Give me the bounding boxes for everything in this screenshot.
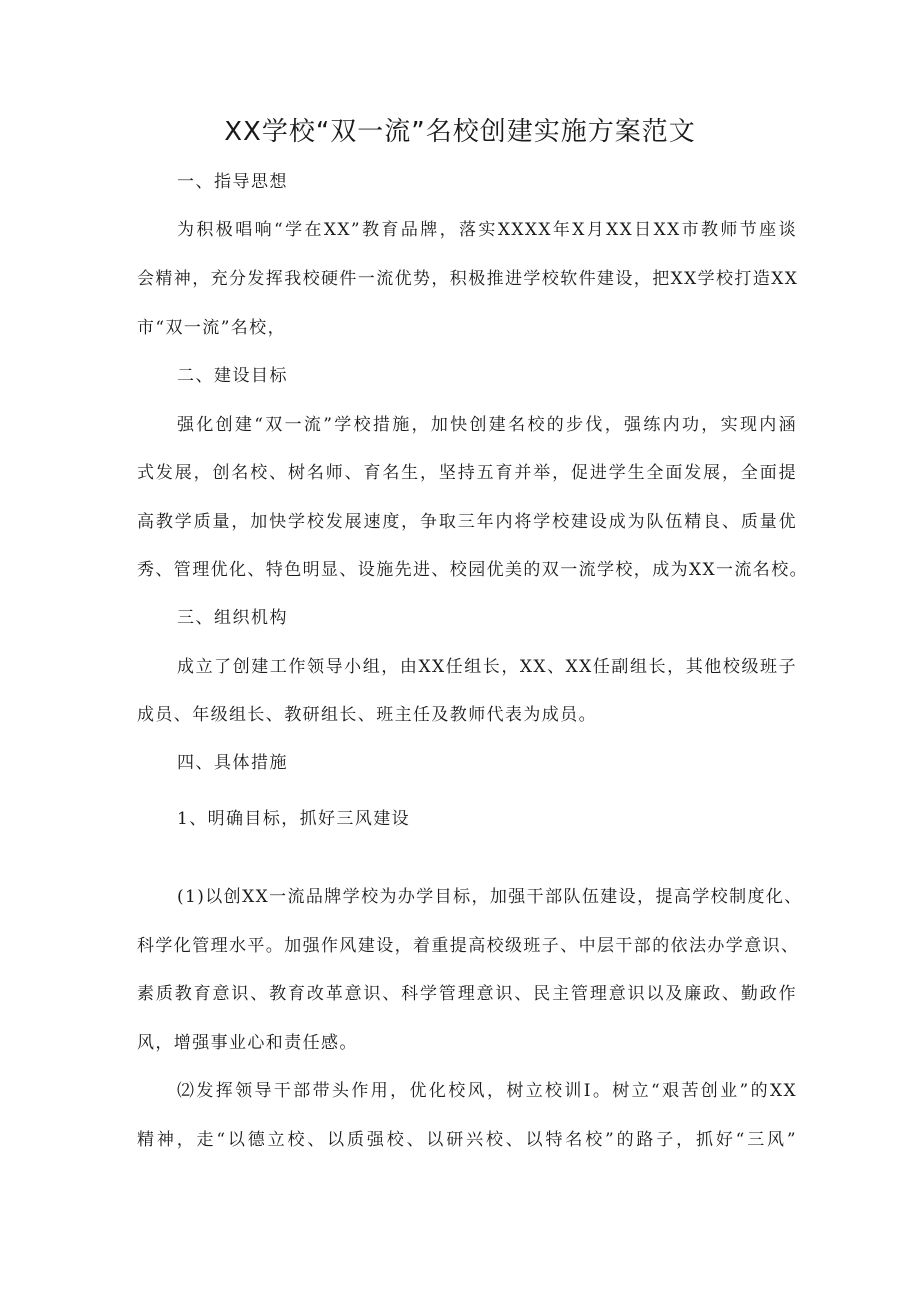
paragraph-line: 精神，走“以德立校、以质强校、以研兴校、以特名校”的路子，抓好“三风” (137, 1130, 797, 1150)
paragraph-line: 风，增强事业心和责任感。 (137, 1033, 358, 1053)
section-heading-construction-goals: 二、建设目标 (177, 366, 288, 386)
paragraph-line: 强化创建“双一流”学校措施，加快创建名校的步伐，强练内功，实现内涵 (177, 415, 797, 435)
section-heading-specific-measures: 四、具体措施 (177, 753, 288, 773)
section-heading-organization: 三、组织机构 (177, 608, 288, 628)
paragraph-line: (1)以创XX一流品牌学校为办学目标，加强干部队伍建设，提高学校制度化、 (177, 887, 803, 907)
section-heading-guiding-ideology: 一、指导思想 (177, 172, 288, 192)
paragraph-line: 素质教育意识、教育改革意识、科学管理意识、民主管理意识以及廉政、勤政作 (137, 984, 797, 1004)
document-title: XX学校“双一流”名校创建实施方案范文 (224, 117, 696, 147)
paragraph-line: ⑵发挥领导干部带头作用，优化校风，树立校训I。树立“艰苦创业”的XX (177, 1081, 797, 1101)
paragraph-line: 市“双一流”名校， (137, 318, 286, 338)
paragraph-line: 成立了创建工作领导小组，由XX任组长，XX、XX任副组长，其他校级班子 (177, 657, 797, 677)
paragraph-line: 会精神，充分发挥我校硬件一流优势，积极推进学校软件建设，把XX学校打造XX (137, 269, 799, 289)
paragraph-line: 科学化管理水平。加强作风建设，着重提高校级班子、中层干部的依法办学意识、 (137, 936, 800, 956)
paragraph-line: 高教学质量，加快学校发展速度，争取三年内将学校建设成为队伍精良、质量优 (137, 512, 797, 532)
paragraph-line: 式发展，创名校、树名师、育名生，坚持五育并举，促进学生全面发展，全面提 (137, 463, 797, 483)
paragraph-line: 为积极唱响“学在XX”教育品牌，落实XXXX年X月XX日XX市教师节座谈 (177, 220, 797, 240)
paragraph-line: 成员、年级组长、教研组长、班主任及教师代表为成员。 (137, 705, 597, 725)
subsection-heading: 1、明确目标，抓好三风建设 (177, 809, 411, 829)
paragraph-line: 秀、管理优化、特色明显、设施先进、校园优美的双一流学校，成为XX一流名校。 (137, 560, 809, 580)
